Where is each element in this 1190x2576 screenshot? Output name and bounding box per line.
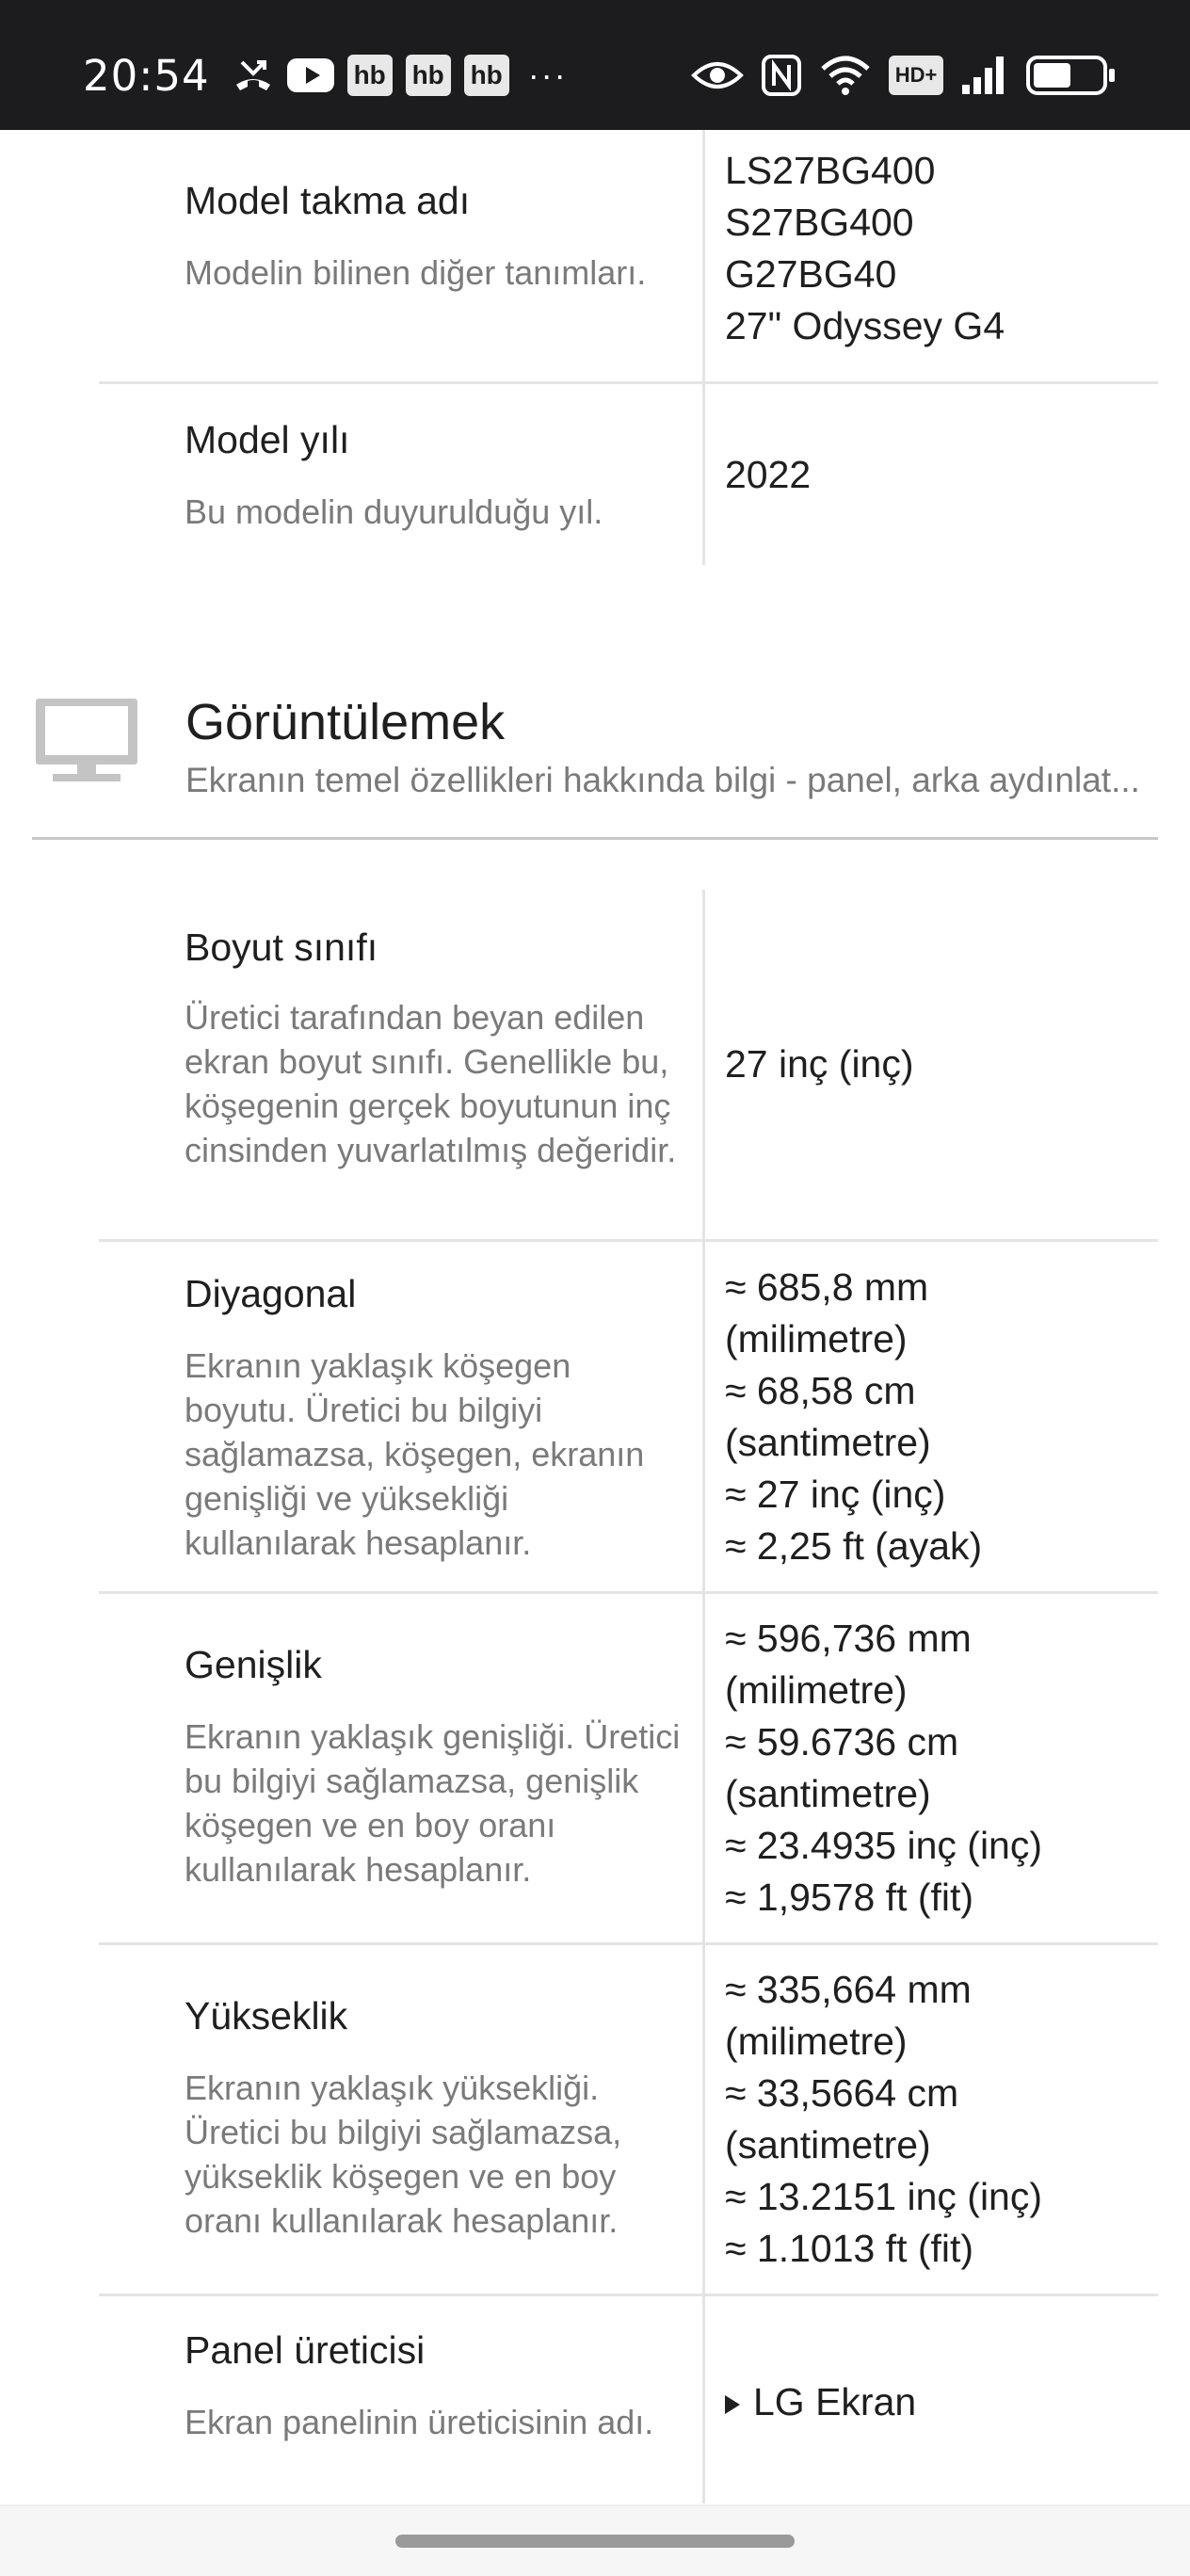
spec-description: Modelin bilinen diğer tanımları. <box>185 253 647 292</box>
spec-label: Boyut sınıfı <box>185 926 378 969</box>
value-line: G27BG40 <box>725 252 897 296</box>
expand-triangle-icon <box>725 2395 740 2414</box>
value-line: ≈ 13.2151 inç (inç) <box>725 2175 1043 2218</box>
value-line: ≈ 27 inç (inç) <box>725 1472 946 1516</box>
spec-label: Diyagonal <box>185 1272 357 1315</box>
spec-value <box>725 145 1005 352</box>
value-line: ≈ 2,25 ft (ayak) <box>725 1523 983 1568</box>
spec-value <box>725 1964 1042 2275</box>
value-line: 2022 <box>725 452 812 496</box>
value-line: (santimetre) <box>725 2123 931 2166</box>
section-divider <box>32 837 1158 840</box>
hd-plus-icon: HD+ <box>889 56 943 95</box>
hb-app-icon: hb <box>347 55 393 96</box>
spec-row-model-alias <box>99 130 1158 384</box>
clock: 20:54 <box>83 50 210 101</box>
value-line: ≈ 685,8 mm <box>725 1264 929 1309</box>
spec-row-width <box>99 1594 1158 1945</box>
value-line: ≈ 23.4935 inç (inç) <box>725 1824 1043 1867</box>
spec-description: Bu modelin duyurulduğu yıl. <box>185 492 603 531</box>
panel-manufacturer-link[interactable] <box>725 2376 916 2428</box>
value-line: ≈ 33,5664 cm <box>725 2071 959 2115</box>
status-right <box>691 47 1107 104</box>
value-line: 27 inç (inç) <box>725 1042 914 1086</box>
section-subtitle: Ekranın temel özellikleri hakkında bilgi - panel, arka aydınlat... <box>185 761 1140 799</box>
spec-label: Model yılı <box>185 418 350 461</box>
link-text: LG Ekran <box>753 2380 917 2423</box>
hb-app-icon: hb <box>464 55 509 96</box>
spec-value <box>725 1038 914 1090</box>
spec-description: Ekranın yaklaşık köşegen boyutu. Üretici bu bilgiyi sağlamazsa, köşegen, ekranın genişliği ve yüksekliği kullanılarak hesaplanır. <box>185 1346 645 1562</box>
nfc-icon <box>761 54 802 97</box>
value-line: (milimetre) <box>725 1668 908 1712</box>
battery-icon <box>1026 56 1107 95</box>
spec-description: Üretici tarafından beyan edilen ekran boyut sınıfı. Genellikle bu, köşegenin gerçek boyutunun inç cinsinden yuvarlatılmış değeridir. <box>185 998 677 1169</box>
monitor-icon <box>32 693 141 787</box>
value-line: ≈ 1.1013 ft (fit) <box>725 2227 974 2270</box>
spec-row-height <box>99 1945 1158 2296</box>
spec-value <box>725 449 811 501</box>
spec-label: Yükseklik <box>185 1994 348 2037</box>
hb-app-icon: hb <box>406 55 451 96</box>
missed-call-icon <box>233 56 274 94</box>
eye-icon <box>691 58 744 92</box>
spec-row-size-class <box>99 890 1158 1242</box>
value-line: S27BG400 <box>725 201 914 244</box>
spec-description: Ekran panelinin üreticisinin adı. <box>185 2403 654 2441</box>
value-line: (milimetre) <box>725 1316 908 1360</box>
value-line: ≈ 59.6736 cm <box>725 1720 959 1763</box>
spec-row-model-year <box>99 384 1158 565</box>
status-bar <box>0 0 1190 130</box>
home-indicator[interactable] <box>395 2535 795 2548</box>
value-line: LS27BG400 <box>725 149 936 192</box>
spec-label: Model takma adı <box>185 179 471 222</box>
spec-label: Panel üreticisi <box>185 2328 426 2372</box>
youtube-icon <box>287 58 334 92</box>
spec-value <box>725 1613 1042 1924</box>
wifi-icon <box>819 54 872 97</box>
more-notifications-icon: ··· <box>527 56 568 94</box>
value-line: ≈ 1,9578 ft (fit) <box>725 1876 974 1919</box>
spec-value <box>725 1262 982 1572</box>
signal-icon <box>960 55 1009 96</box>
value-line: ≈ 335,664 mm <box>725 1968 972 2011</box>
spec-row-diagonal <box>99 1242 1158 1594</box>
section-title: Görüntülemek <box>185 694 506 750</box>
spec-row-panel-manufacturer <box>99 2296 1158 2504</box>
value-line: ≈ 68,58 cm <box>725 1368 916 1412</box>
spec-label: Genişlik <box>185 1643 322 1686</box>
value-line: ≈ 596,736 mm <box>725 1617 972 1660</box>
spec-description: Ekranın yaklaşık genişliği. Üretici bu bilgiyi sağlamazsa, genişlik köşegen ve en boy oranı kullanılarak hesaplanır. <box>185 1717 681 1889</box>
spec-description: Ekranın yaklaşık yüksekliği. Üretici bu bilgiyi sağlamazsa, yükseklik köşegen ve en boy oranı kullanılarak hesaplanır. <box>185 2069 622 2240</box>
status-left <box>83 47 568 104</box>
value-line: (santimetre) <box>725 1420 931 1464</box>
value-line: (milimetre) <box>725 2020 908 2063</box>
value-line: (santimetre) <box>725 1772 931 1815</box>
value-line: 27" Odyssey G4 <box>725 304 1005 347</box>
gesture-nav-bar <box>0 2504 1190 2576</box>
